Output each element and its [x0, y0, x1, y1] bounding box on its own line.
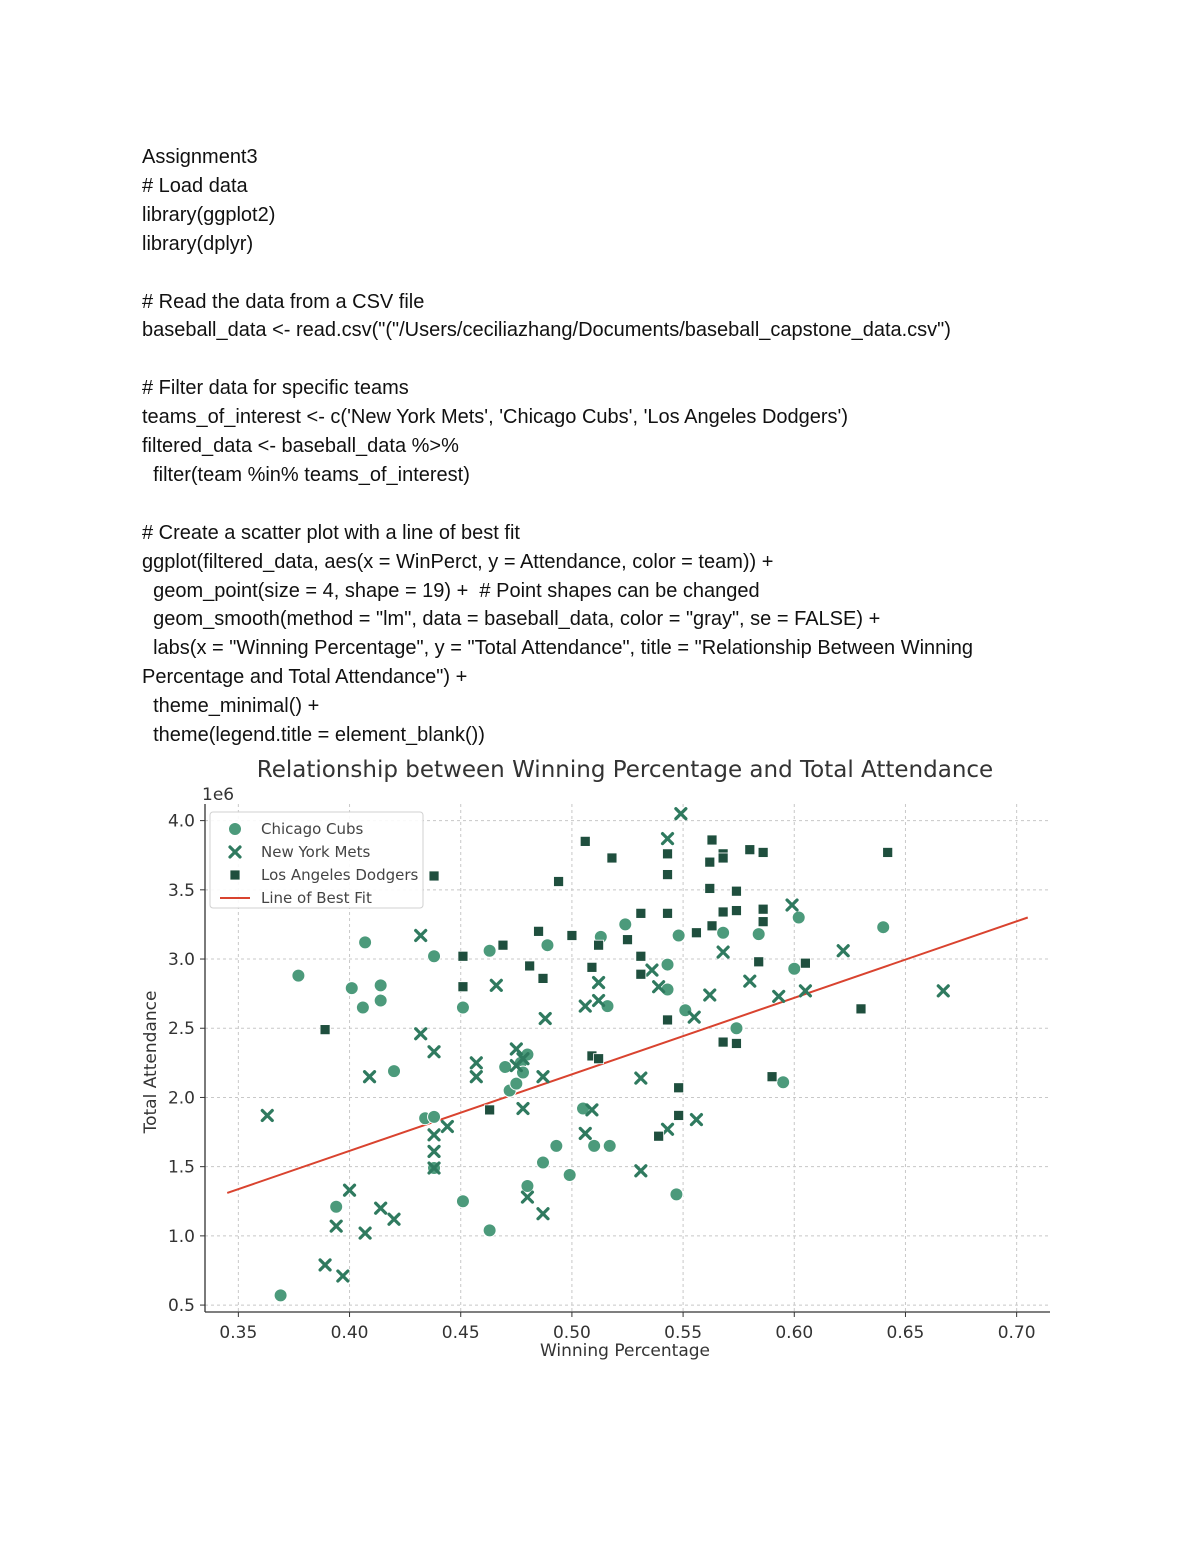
data-point: [376, 1203, 386, 1213]
data-point: [356, 1001, 369, 1014]
code-line: # Filter data for specific teams: [142, 377, 409, 400]
data-point: [594, 940, 604, 950]
data-point: [745, 976, 755, 986]
data-point: [718, 1037, 728, 1047]
data-point: [442, 1122, 452, 1132]
data-point: [540, 1014, 550, 1024]
x-tick-label: 0.40: [330, 1323, 369, 1343]
data-point: [359, 936, 372, 949]
data-point: [428, 1110, 441, 1123]
data-point: [580, 1128, 590, 1138]
data-point: [674, 1083, 684, 1093]
data-point: [758, 847, 768, 857]
data-point: [274, 1289, 287, 1302]
data-point: [537, 1156, 550, 1169]
code-line: Assignment3: [142, 146, 258, 168]
data-point: [483, 944, 496, 957]
data-point: [320, 1260, 330, 1270]
code-line: # Read the data from a CSV file: [142, 290, 425, 313]
data-point: [663, 834, 673, 844]
x-tick-label: 0.45: [441, 1323, 480, 1343]
data-point: [594, 1054, 604, 1064]
x-tick-label: 0.60: [775, 1323, 814, 1343]
data-point: [636, 1166, 646, 1176]
data-point: [594, 996, 604, 1006]
data-point: [663, 870, 673, 880]
data-point: [718, 907, 728, 917]
data-point: [338, 1271, 348, 1281]
chart-title: Relationship between Winning Percentage and Total Attendance: [256, 757, 994, 783]
x-tick-label: 0.55: [664, 1323, 703, 1343]
legend-label: Line of Best Fit: [261, 889, 372, 907]
data-point: [594, 978, 604, 988]
code-line: filter(team %in% teams_of_interest): [142, 463, 470, 486]
data-point: [663, 849, 673, 859]
data-point: [661, 958, 674, 971]
data-point: [554, 877, 564, 887]
data-point: [636, 908, 646, 918]
legend-label: Los Angeles Dodgers: [261, 866, 419, 884]
data-point: [330, 1200, 343, 1213]
data-point: [691, 928, 701, 938]
data-point: [647, 965, 657, 975]
data-point: [603, 1139, 616, 1152]
data-point: [471, 1072, 481, 1082]
data-point: [636, 969, 646, 979]
data-point: [752, 928, 765, 941]
data-point: [731, 906, 741, 916]
y-tick-label: 1.0: [167, 1226, 195, 1247]
code-line: geom_point(size = 4, shape = 19) + # Point shapes can be changed: [142, 579, 760, 602]
data-point: [672, 929, 685, 942]
data-point: [730, 1022, 743, 1035]
code-line: [142, 259, 1142, 288]
data-point: [429, 1146, 439, 1156]
data-point: [718, 947, 728, 957]
data-point: [754, 957, 764, 967]
data-point: [707, 921, 717, 931]
data-point: [731, 886, 741, 896]
data-point: [331, 1221, 341, 1231]
data-point: [567, 930, 577, 940]
data-point: [792, 911, 805, 924]
data-point: [345, 1185, 355, 1195]
data-point: [758, 904, 768, 914]
code-line: theme(legend.title = element_blank()): [142, 724, 485, 747]
y-tick-label: 2.0: [167, 1088, 195, 1109]
code-line: teams_of_interest <- c('New York Mets', 'Chicago Cubs', 'Los Angeles Dodgers'): [142, 406, 849, 429]
data-point: [360, 1228, 370, 1238]
data-point: [670, 1188, 683, 1201]
data-point: [483, 1224, 496, 1237]
code-line: # Create a scatter plot with a line of best fit: [142, 521, 520, 544]
data-point: [292, 969, 305, 982]
data-point: [429, 1130, 439, 1140]
data-point: [580, 836, 590, 846]
data-point: [676, 809, 686, 819]
data-point: [522, 1192, 532, 1202]
data-point: [458, 982, 468, 992]
legend-label: New York Mets: [261, 843, 371, 861]
y-tick-label: 4.0: [167, 811, 195, 832]
data-point: [525, 961, 535, 971]
data-point: [491, 980, 501, 990]
code-line: [142, 490, 1142, 519]
data-point: [745, 845, 755, 855]
data-point: [458, 951, 468, 961]
data-point: [788, 962, 801, 975]
code-line: Percentage and Total Attendance") +: [142, 666, 468, 689]
x-axis-label: Winning Percentage: [539, 1341, 711, 1361]
data-point: [534, 926, 544, 936]
data-point: [428, 950, 441, 963]
data-point: [777, 1076, 790, 1089]
y-tick-label: 3.0: [167, 950, 195, 971]
data-point: [389, 1214, 399, 1224]
y-tick-label: 3.5: [167, 880, 195, 901]
data-point: [705, 990, 715, 1000]
data-point: [877, 921, 890, 934]
data-point: [674, 1110, 684, 1120]
series-chicago-cubs: [274, 911, 890, 1302]
y-axis-label: Total Attendance: [141, 990, 161, 1134]
code-line: baseball_data <- read.csv("("/Users/ceciliazhang/Documents/baseball_capstone_data.csv"): [142, 319, 951, 342]
data-point: [707, 835, 717, 845]
code-listing: [142, 143, 1142, 750]
data-point: [938, 986, 948, 996]
data-point: [456, 1195, 469, 1208]
data-point: [718, 853, 728, 863]
y-tick-label: 1.5: [167, 1157, 195, 1178]
data-point: [416, 1029, 426, 1039]
data-point: [800, 958, 810, 968]
data-point: [636, 1073, 646, 1083]
data-point: [588, 1139, 601, 1152]
code-line: geom_smooth(method = "lm", data = baseball_data, color = "gray", se = FALSE) +: [142, 608, 881, 631]
data-point: [429, 871, 439, 881]
data-point: [838, 946, 848, 956]
data-point: [623, 935, 633, 945]
data-point: [538, 1209, 548, 1219]
data-point: [619, 918, 632, 931]
data-point: [883, 847, 893, 857]
data-point: [374, 994, 387, 1007]
y-tick-label: 0.5: [167, 1296, 195, 1317]
data-point: [563, 1168, 576, 1181]
data-point: [774, 991, 784, 1001]
data-point: [580, 1001, 590, 1011]
data-point: [636, 951, 646, 961]
data-point: [731, 1038, 741, 1048]
data-point: [345, 982, 358, 995]
code-line: ggplot(filtered_data, aes(x = WinPerct, y = Attendance, color = team)) +: [142, 550, 774, 573]
data-point: [717, 926, 730, 939]
data-point: [607, 853, 617, 863]
data-point: [471, 1058, 481, 1068]
data-point: [705, 857, 715, 867]
data-point: [456, 1001, 469, 1014]
data-point: [787, 900, 797, 910]
x-tick-label: 0.50: [552, 1323, 591, 1343]
code-line: library(dplyr): [142, 232, 254, 255]
data-point: [538, 1072, 548, 1082]
legend-label: Chicago Cubs: [261, 820, 364, 838]
data-point: [767, 1072, 777, 1082]
code-line: theme_minimal() +: [142, 695, 320, 718]
data-point: [365, 1072, 375, 1082]
x-tick-label: 0.65: [886, 1323, 925, 1343]
data-point: [262, 1110, 272, 1120]
data-point: [320, 1025, 330, 1035]
legend: [210, 812, 423, 908]
legend-marker: [230, 870, 240, 880]
code-line: [142, 345, 1142, 374]
data-point: [485, 1105, 495, 1115]
y-offset-label: 1e6: [202, 785, 235, 805]
code-line: filtered_data <- baseball_data %>%: [142, 435, 459, 458]
x-tick-label: 0.70: [997, 1323, 1036, 1343]
data-point: [518, 1104, 528, 1114]
data-point: [689, 1012, 699, 1022]
data-point: [429, 1047, 439, 1057]
x-tick-label: 0.35: [219, 1323, 258, 1343]
data-point: [691, 1115, 701, 1125]
data-point: [538, 973, 548, 983]
data-point: [758, 917, 768, 927]
y-tick-label: 2.5: [167, 1019, 195, 1040]
legend-marker: [229, 823, 242, 836]
scatter-chart: [130, 752, 1070, 1392]
code-line: library(ggplot2): [142, 203, 276, 226]
data-point: [374, 979, 387, 992]
code-line: # Load data: [142, 174, 248, 197]
data-point: [499, 1060, 512, 1073]
data-point: [654, 1131, 664, 1141]
data-point: [511, 1044, 521, 1054]
data-point: [498, 940, 508, 950]
data-point: [663, 908, 673, 918]
data-point: [705, 883, 715, 893]
data-point: [550, 1139, 563, 1152]
data-point: [663, 1015, 673, 1025]
data-point: [856, 1004, 866, 1014]
code-line: labs(x = "Winning Percentage", y = "Total Attendance", title = "Relationship Between Winning: [142, 637, 973, 660]
data-point: [416, 930, 426, 940]
data-point: [587, 962, 597, 972]
data-point: [541, 939, 554, 952]
data-point: [388, 1065, 401, 1078]
